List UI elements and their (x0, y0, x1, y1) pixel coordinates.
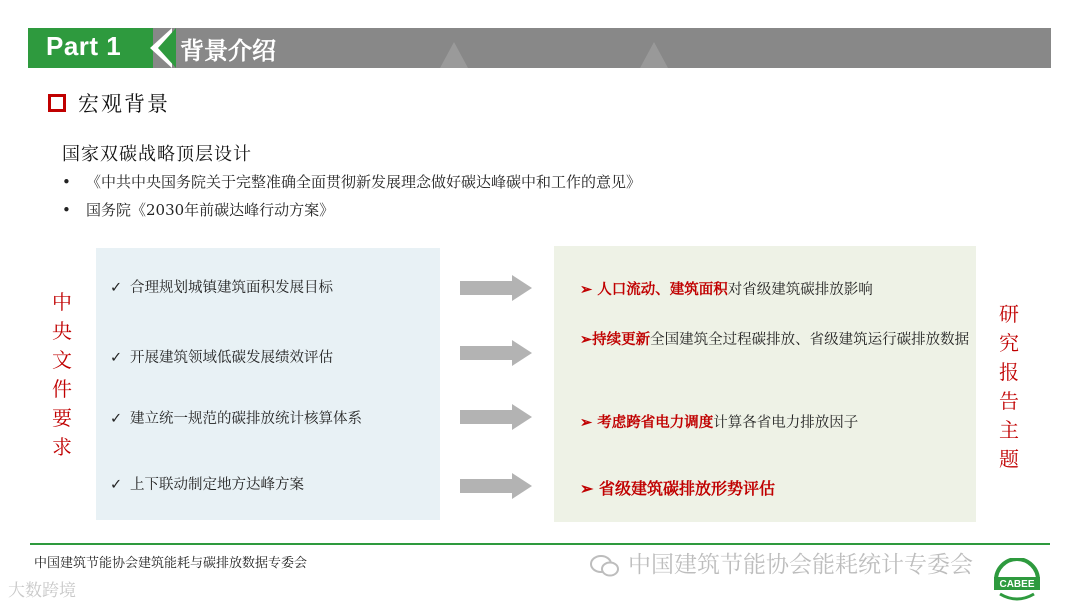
right-arrow-icon (460, 275, 532, 301)
requirement-item: ✓ 合理规划城镇建筑面积发展目标 (110, 280, 333, 296)
topic-item: ➢持续更新全国建筑全过程碳排放、省级建筑运行碳排放数据 (580, 331, 970, 348)
check-icon: ✓ (110, 477, 123, 493)
logo-text: CABEE (999, 579, 1035, 590)
right-arrow-icon (460, 473, 532, 499)
left-vertical-label: 中央文件要求 (52, 290, 72, 459)
triangle-bullet-icon: ➢ (580, 281, 598, 298)
header-decor-triangle (440, 42, 468, 68)
watermark: 中国建筑节能协会能耗统计专委会 (590, 546, 973, 579)
topic-item: ➢ 省级建筑碳排放形势评估 (580, 479, 775, 498)
requirement-item: ✓ 上下联动制定地方达峰方案 (110, 477, 304, 493)
right-arrow-icon (460, 404, 532, 430)
strategy-bullet: • 《中共中央国务院关于完整准确全面贯彻新发展理念做好碳达峰碳中和工作的意见》 (62, 173, 642, 191)
check-icon: ✓ (110, 350, 123, 366)
bullet-dot-icon: • (62, 201, 71, 219)
triangle-bullet-icon: ➢ (580, 331, 593, 348)
right-vertical-label: 研究报告主题 (999, 302, 1019, 471)
watermark-secondary: 大数跨境 (8, 581, 76, 601)
cabee-logo (990, 558, 1044, 606)
wechat-icon (590, 554, 620, 578)
header-decor-triangle (640, 42, 668, 68)
check-icon: ✓ (110, 280, 123, 296)
triangle-bullet-icon: ➢ (580, 479, 599, 498)
check-icon: ✓ (110, 411, 123, 427)
section-square-icon (48, 94, 66, 112)
strategy-bullet: • 国务院《2030年前碳达峰行动方案》 (62, 201, 335, 219)
section-title: 宏观背景 (78, 92, 170, 116)
requirement-item: ✓ 建立统一规范的碳排放统计核算体系 (110, 411, 362, 427)
part-badge-arrow (158, 28, 176, 68)
footer-organization: 中国建筑节能协会建筑能耗与碳排放数据专委会 (34, 556, 308, 571)
strategy-title: 国家双碳战略顶层设计 (62, 144, 252, 165)
page-title: 背景介绍 (180, 37, 276, 65)
bullet-dot-icon: • (62, 173, 71, 191)
topic-item: ➢ 人口流动、建筑面积对省级建筑碳排放影响 (580, 281, 873, 298)
footer-divider (30, 543, 1050, 545)
triangle-bullet-icon: ➢ (580, 414, 598, 431)
topic-item: ➢ 考虑跨省电力调度计算各省电力排放因子 (580, 414, 859, 431)
part-label: Part 1 (46, 31, 122, 61)
requirement-item: ✓ 开展建筑领域低碳发展绩效评估 (110, 350, 333, 366)
right-arrow-icon (460, 340, 532, 366)
